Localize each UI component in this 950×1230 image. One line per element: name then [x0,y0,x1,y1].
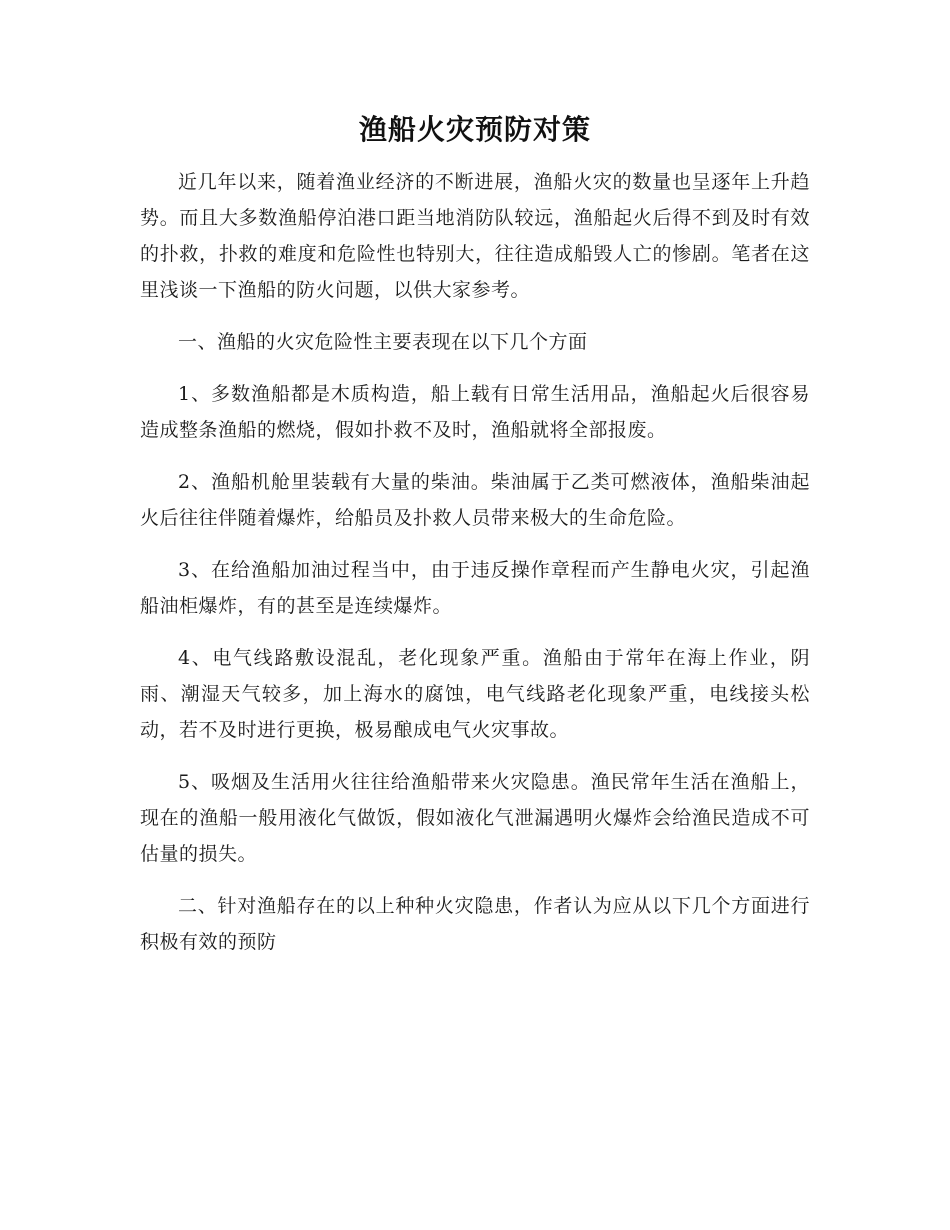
list-item-3: 3、在给渔船加油过程当中，由于违反操作章程而产生静电火灾，引起渔船油柜爆炸，有的甚至是连续爆炸。 [140,559,810,617]
document-page [140,110,810,976]
list-item-4: 4、电气线路敷设混乱，老化现象严重。渔船由于常年在海上作业，阴雨、潮湿天气较多，加上海水的腐蚀，电气线路老化现象严重，电线接头松动，若不及时进行更换，极易酿成电气火灾事故。 [140,647,810,741]
list-item-1: 1、多数渔船都是木质构造，船上载有日常生活用品，渔船起火后很容易造成整条渔船的燃烧，假如扑救不及时，渔船就将全部报废。 [140,383,810,441]
list-item-5: 5、吸烟及生活用火往往给渔船带来火灾隐患。渔民常年生活在渔船上，现在的渔船一般用液化气做饭，假如液化气泄漏遇明火爆炸会给渔民造成不可估量的损失。 [140,771,810,865]
section-heading-1: 一、渔船的火灾危险性主要表现在以下几个方面 [178,331,588,353]
list-item-2: 2、渔船机舱里装载有大量的柴油。柴油属于乙类可燃液体，渔船柴油起火后往往伴随着爆炸，给船员及扑救人员带来极大的生命危险。 [140,471,810,529]
intro-paragraph: 近几年以来，随着渔业经济的不断进展，渔船火灾的数量也呈逐年上升趋势。而且大多数渔船停泊港口距当地消防队较远，渔船起火后得不到及时有效的扑救，扑救的难度和危险性也特别大，往往造成船毁人亡的惨剧。笔者在这里浅谈一下渔船的防火问题，以供大家参考。 [140,171,810,301]
section-heading-2: 二、针对渔船存在的以上种种火灾隐患，作者认为应从以下几个方面进行积极有效的预防 [140,895,810,953]
document-title: 渔船火灾预防对策 [358,113,591,146]
